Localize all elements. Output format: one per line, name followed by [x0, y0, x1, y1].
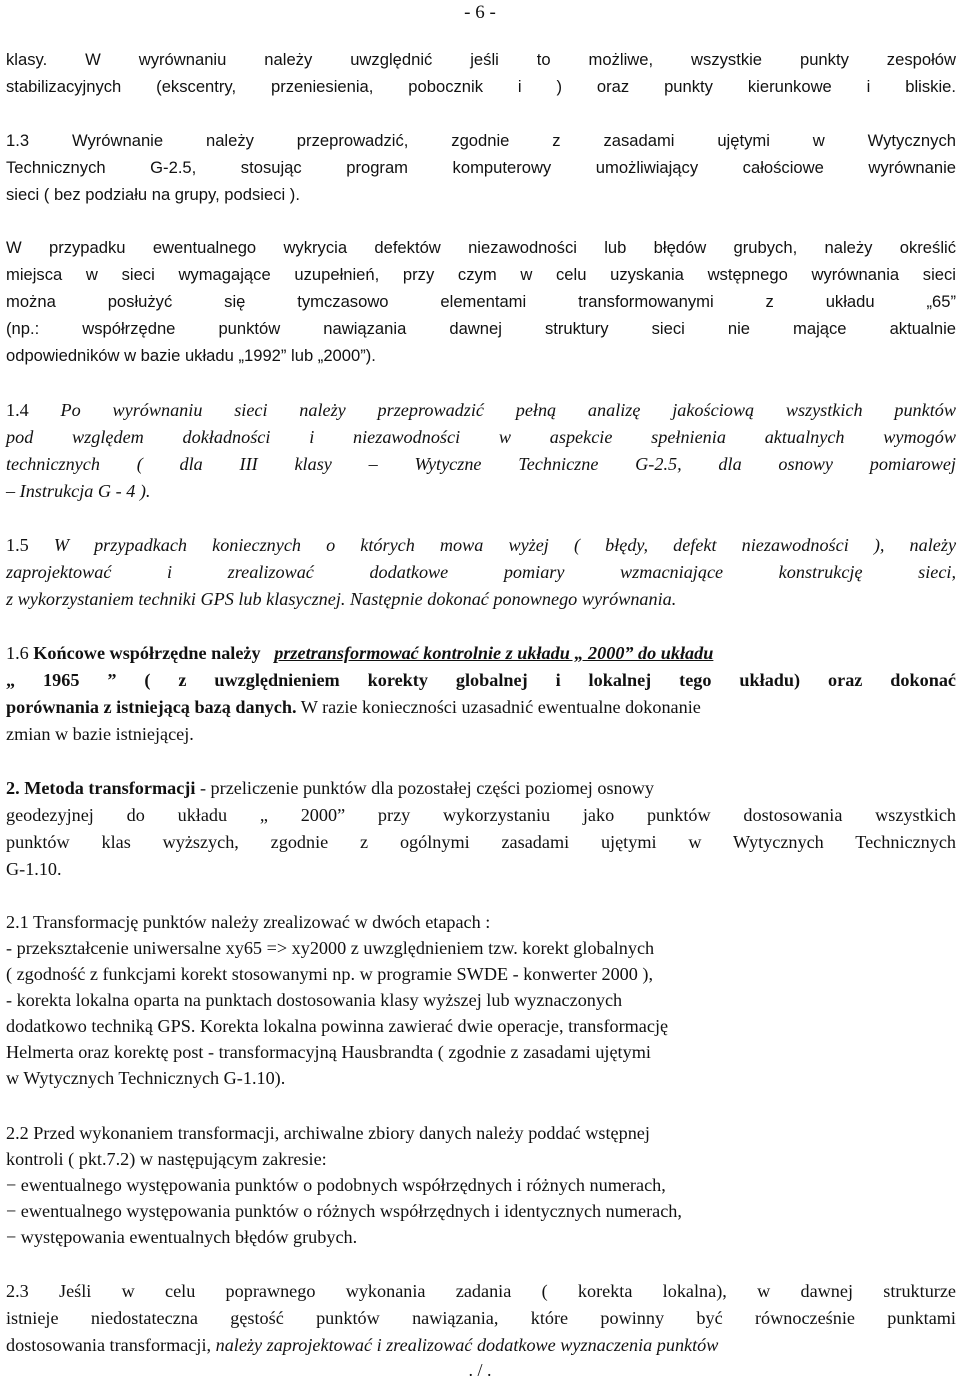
continuation-marker: . / .	[468, 1360, 492, 1380]
page-number: - 6 -	[464, 2, 496, 23]
section-1-4-line-2: pod względem dokładności i niezawodności w aspekcie spełnienia aktualnych wymogów	[6, 427, 956, 447]
section-1-6-line-3	[6, 695, 956, 719]
section-2-1-line-2: - przekształcenie uniwersalne xy65 => xy2000 z uwzględnieniem tzw. korekt globalnych	[6, 938, 655, 958]
section-1-6-line-1	[6, 641, 956, 665]
paragraph-line-5: odpowiedników w bazie układu „1992” lub „2000”).	[6, 346, 376, 365]
section-2-3-line-3	[6, 1333, 956, 1357]
section-1-5-number: 1.5	[6, 535, 29, 555]
paragraph-line-1: W przypadku ewentualnego wykrycia defektów niezawodności lub błędów grubych, należy określić	[6, 238, 956, 257]
section-2-3-line-2: istnieje niedostateczna gęstość punktów nawiązania, które powinny być równocześnie punktami	[6, 1308, 956, 1328]
intro-line-1: klasy. W wyrównaniu należy uwzględnić jeśli to możliwe, wszystkie punkty zespołów	[6, 50, 956, 69]
section-2-1-line-5: dodatkowo techniką GPS. Korekta lokalna powinna zawierać dwie operacje, transformację	[6, 1016, 669, 1036]
section-1-6-line-4: zmian w bazie istniejącej.	[6, 724, 194, 744]
section-1-5-line-1	[6, 533, 956, 557]
section-1-6-bold-comparison: porównania z istniejącą bazą danych.	[6, 697, 297, 717]
section-1-6-number: 1.6	[6, 643, 29, 663]
section-1-6-line-2: „ 1965 ” ( z uwzględnieniem korekty globalnej i lokalnej tego układu) oraz dokonać	[6, 670, 956, 690]
section-2-2-bullet: − ewentualnego występowania punktów o różnych współrzędnych i identycznych numerach,	[6, 1201, 682, 1221]
section-1-4-line-3: technicznych ( dla III klasy – Wytyczne Techniczne G-2.5, dla osnowy pomiarowej	[6, 454, 956, 474]
section-1-5-line-3: z wykorzystaniem techniki GPS lub klasycznej. Następnie dokonać ponownego wyrównania.	[6, 589, 677, 609]
section-1-4-text: Po wyrównaniu sieci należy przeprowadzić pełną analizę jakościową wszystkich punktów	[60, 400, 957, 420]
paragraph-line-3: można posłużyć się tymczasowo elementami transformowanymi z układu „65”	[6, 292, 956, 311]
section-2-2-bullet: − ewentualnego występowania punktów o podobnych współrzędnych i różnych numerach,	[6, 1175, 666, 1195]
section-1-6-bold: Końcowe współrzędne należy	[33, 643, 261, 663]
section-2-1-line-3: ( zgodność z funkcjami korekt stosowanymi np. w programie SWDE - konwerter 2000 ),	[6, 964, 654, 984]
section-2-heading: 2. Metoda transformacji	[6, 778, 196, 798]
section-2-line-1	[6, 776, 956, 800]
section-1-4-number: 1.4	[6, 400, 29, 420]
section-1-3-line-3: sieci ( bez podziału na grupy, podsieci ).	[6, 185, 300, 204]
section-2-line-3: punktów klas wyższych, zgodnie z ogólnymi zasadami ujętymi w Wytycznych Technicznych	[6, 832, 956, 852]
section-1-6-underlined: przetransformować kontrolnie z układu „ 2000” do układu	[274, 643, 714, 663]
section-2-line-4: G-1.10.	[6, 859, 62, 879]
section-2-2-bullet: − występowania ewentualnych błędów grubych.	[6, 1227, 358, 1247]
section-1-5-text: W przypadkach koniecznych o których mowa wyżej ( błędy, defekt niezawodności ), należy	[53, 535, 957, 555]
section-2-1-line-6: Helmerta oraz korektę post - transformacyjną Hausbrandta ( zgodnie z zasadami ujętymi	[6, 1042, 651, 1062]
section-1-3-number: 1.	[6, 131, 20, 150]
section-1-3-text: 3 Wyrównanie należy przeprowadzić, zgodnie z zasadami ujętymi w Wytycznych	[19, 131, 956, 150]
section-1-4-line-1	[6, 398, 956, 422]
section-2-1-line-4: - korekta lokalna oparta na punktach dostosowania klasy wyższej lub wyznaczonych	[6, 990, 623, 1010]
section-2-3-italic: należy zaprojektować i zrealizować dodatkowe wyznaczenia punktów	[211, 1335, 719, 1355]
section-1-5-line-2: zaprojektować i zrealizować dodatkowe pomiary wzmacniające konstrukcję sieci,	[6, 562, 956, 582]
section-1-3-line-2: Technicznych G-2.5, stosując program komputerowy umożliwiający całościowe wyrównanie	[6, 158, 956, 177]
section-2-text: - przeliczenie punktów dla pozostałej części poziomej osnowy	[195, 778, 654, 798]
section-2-3-text: dostosowania transformacji,	[6, 1335, 212, 1355]
section-2-line-2: geodezyjnej do układu „ 2000” przy wykorzystaniu jako punktów dostosowania wszystkich	[6, 805, 956, 825]
section-1-4-line-4: – Instrukcja G - 4 ).	[6, 481, 151, 501]
section-1-6-text: W razie konieczności uzasadnić ewentualne dokonanie	[296, 697, 701, 717]
intro-line-2: stabilizacyjnych (ekscentry, przeniesienia, pobocznik i ) oraz punkty kierunkowe i bliskie.	[6, 77, 956, 96]
paragraph-line-2: miejsca w sieci wymagające uzupełnień, przy czym w celu uzyskania wstępnego wyrównania sieci	[6, 265, 956, 284]
section-2-3-line-1: 2.3 Jeśli w celu poprawnego wykonania zadania ( korekta lokalna), w dawnej strukturze	[6, 1281, 956, 1301]
paragraph-line-4: (np.: współrzędne punktów nawiązania dawnej struktury sieci nie mające aktualnie	[6, 319, 956, 338]
section-2-2-line-2: kontroli ( pkt.7.2) w następującym zakresie:	[6, 1149, 327, 1169]
section-1-3-line-1	[6, 129, 956, 153]
section-2-1-line-1: 2.1 Transformację punktów należy zrealizować w dwóch etapach :	[6, 912, 491, 932]
section-2-2-line-1: 2.2 Przed wykonaniem transformacji, archiwalne zbiory danych należy poddać wstępnej	[6, 1123, 650, 1143]
section-2-1-line-7: w Wytycznych Technicznych G-1.10).	[6, 1068, 286, 1088]
